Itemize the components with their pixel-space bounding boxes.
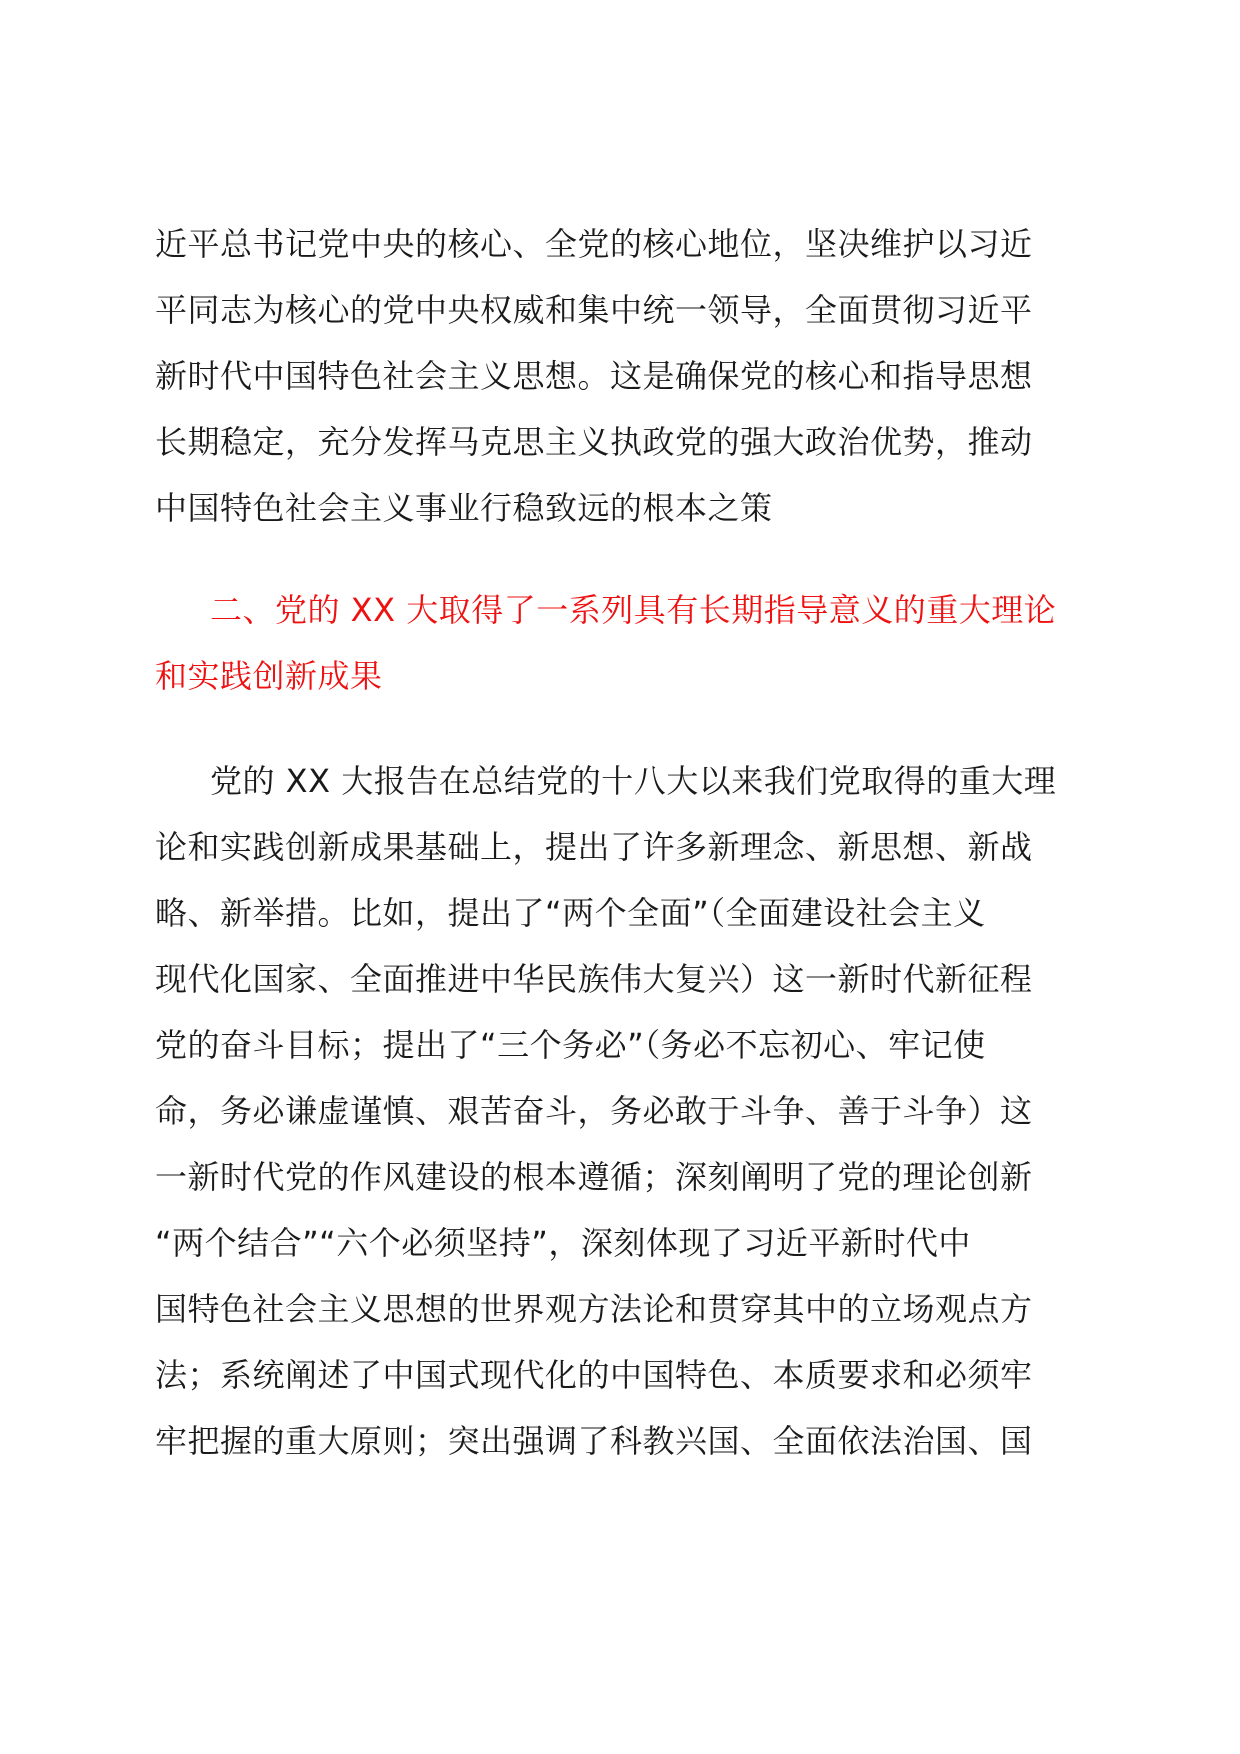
paragraph-line: 国特色社会主义思想的世界观方法论和贯穿其中的立场观点方 [155,1290,1033,1328]
paragraph-line: 法；系统阐述了中国式现代化的中国特色、本质要求和必须牢 [155,1356,1033,1394]
heading-line: 二、党的 XX 大取得了一系列具有长期指导意义的重大理论 [210,591,1057,629]
paragraph-line: 近平总书记党中央的核心、全党的核心地位，坚决维护以习近 [155,225,1033,263]
paragraph-line: 现代化国家、全面推进中华民族伟大复兴）这一新时代新征程 [155,960,1033,998]
paragraph-line: 一新时代党的作风建设的根本遵循；深刻阐明了党的理论创新 [155,1158,1033,1196]
paragraph-line: 中国特色社会主义事业行稳致远的根本之策 [155,489,773,527]
paragraph-line: 牢把握的重大原则；突出强调了科教兴国、全面依法治国、国 [155,1422,1033,1460]
paragraph-line: “两个结合”“六个必须坚持”，深刻体现了习近平新时代中 [155,1224,971,1262]
section-heading-2 [155,577,1085,709]
paragraph-line: 新时代中国特色社会主义思想。这是确保党的核心和指导思想 [155,357,1033,395]
paragraph-line: 略、新举措。比如，提出了“两个全面”（全面建设社会主义 [155,894,986,932]
paragraph-line: 党的 XX 大报告在总结党的十八大以来我们党取得的重大理 [210,762,1057,800]
heading-line: 和实践创新成果 [155,657,383,695]
body-paragraph-1 [155,211,1085,541]
body-paragraph-2 [155,748,1085,1474]
paragraph-line: 平同志为核心的党中央权威和集中统一领导，全面贯彻习近平 [155,291,1033,329]
paragraph-line: 长期稳定，充分发挥马克思主义执政党的强大政治优势，推动 [155,423,1033,461]
paragraph-line: 论和实践创新成果基础上，提出了许多新理念、新思想、新战 [155,828,1033,866]
paragraph-line: 命，务必谦虚谨慎、艰苦奋斗，务必敢于斗争、善于斗争）这 [155,1092,1033,1130]
paragraph-line: 党的奋斗目标；提出了“三个务必”（务必不忘初心、牢记使 [155,1026,986,1064]
